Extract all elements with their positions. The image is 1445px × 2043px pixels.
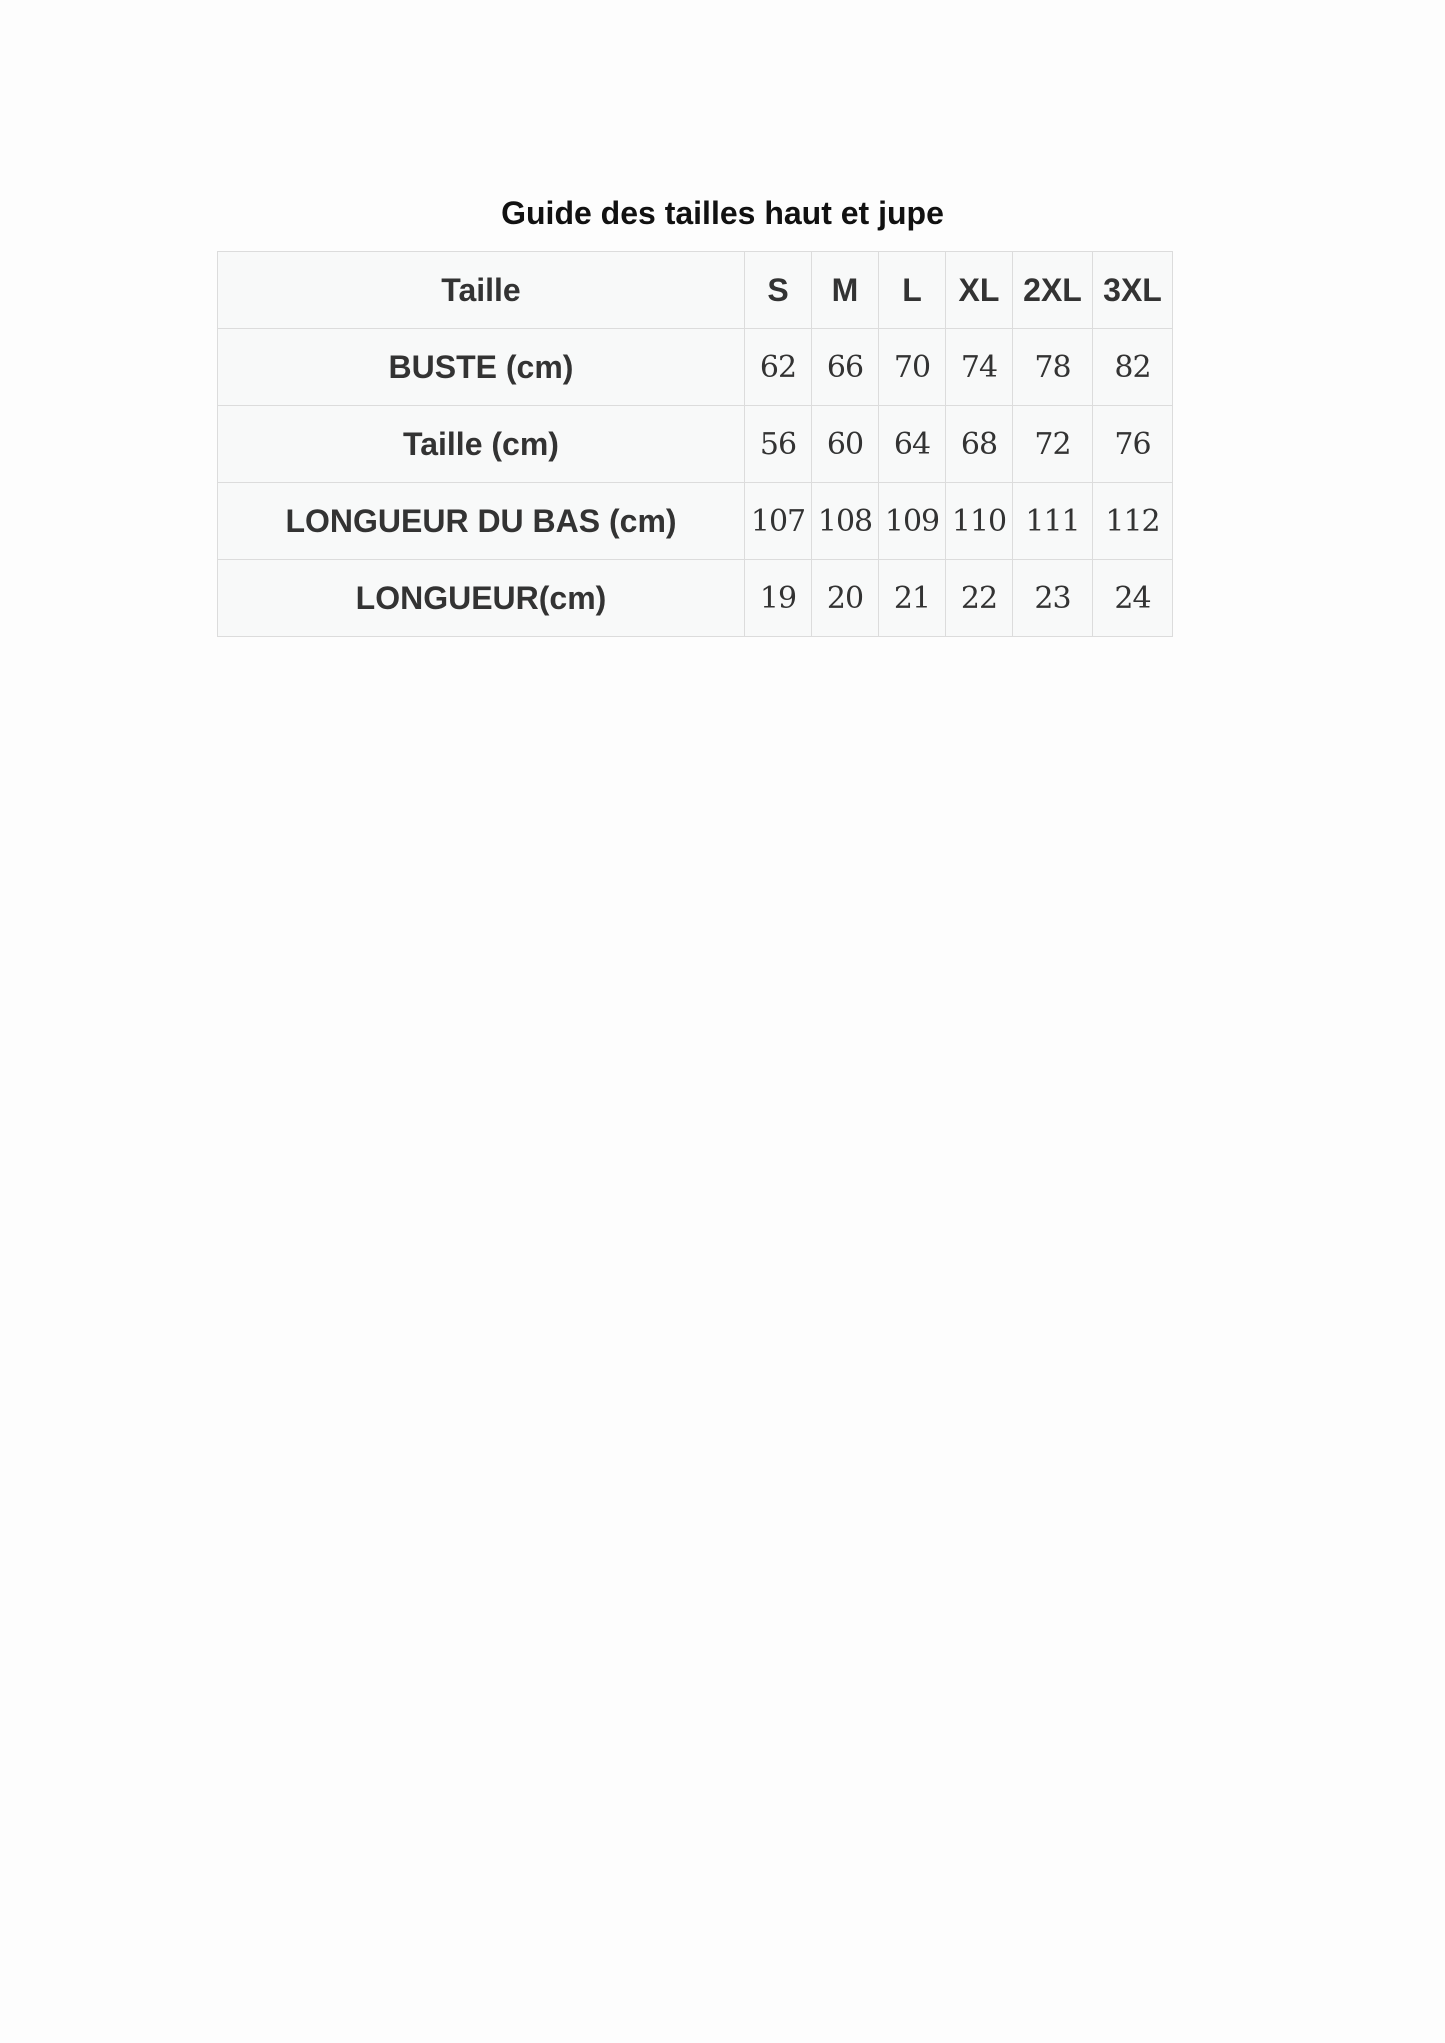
value-cell: 21 xyxy=(879,560,946,637)
size-chart-table xyxy=(217,251,1173,637)
row-label-cell: LONGUEUR(cm) xyxy=(218,560,745,637)
value-cell: 107 xyxy=(745,483,812,560)
table-row xyxy=(218,483,1173,560)
value-cell: 72 xyxy=(1013,406,1093,483)
value-cell: 62 xyxy=(745,329,812,406)
value-cell: 76 xyxy=(1093,406,1173,483)
table-row xyxy=(218,329,1173,406)
value-cell: 20 xyxy=(812,560,879,637)
value-cell: 78 xyxy=(1013,329,1093,406)
header-size-cell: 3XL xyxy=(1093,252,1173,329)
value-cell: 56 xyxy=(745,406,812,483)
value-cell: 109 xyxy=(879,483,946,560)
value-cell: 74 xyxy=(946,329,1013,406)
header-size-cell: M xyxy=(812,252,879,329)
value-cell: 64 xyxy=(879,406,946,483)
value-cell: 110 xyxy=(946,483,1013,560)
value-cell: 22 xyxy=(946,560,1013,637)
value-cell: 70 xyxy=(879,329,946,406)
value-cell: 108 xyxy=(812,483,879,560)
value-cell: 68 xyxy=(946,406,1013,483)
value-cell: 82 xyxy=(1093,329,1173,406)
value-cell: 111 xyxy=(1013,483,1093,560)
value-cell: 19 xyxy=(745,560,812,637)
row-label-cell: BUSTE (cm) xyxy=(218,329,745,406)
header-size-cell: 2XL xyxy=(1013,252,1093,329)
value-cell: 23 xyxy=(1013,560,1093,637)
header-size-cell: L xyxy=(879,252,946,329)
header-label-cell: Taille xyxy=(218,252,745,329)
table-row xyxy=(218,406,1173,483)
table-row xyxy=(218,560,1173,637)
header-size-cell: S xyxy=(745,252,812,329)
value-cell: 60 xyxy=(812,406,879,483)
row-label-cell: Taille (cm) xyxy=(218,406,745,483)
page-title: Guide des tailles haut et jupe xyxy=(501,195,944,231)
value-cell: 66 xyxy=(812,329,879,406)
value-cell: 24 xyxy=(1093,560,1173,637)
row-label-cell: LONGUEUR DU BAS (cm) xyxy=(218,483,745,560)
value-cell: 112 xyxy=(1093,483,1173,560)
header-size-cell: XL xyxy=(946,252,1013,329)
table-header-row xyxy=(218,252,1173,329)
